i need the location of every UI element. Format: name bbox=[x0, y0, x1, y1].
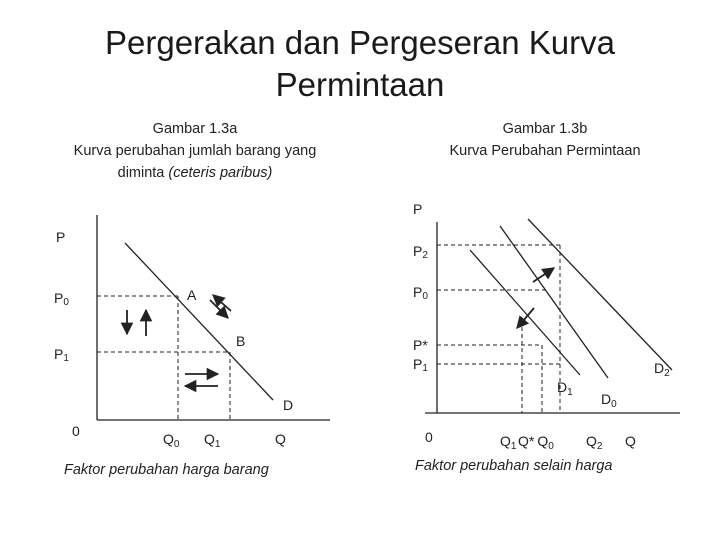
figure-b-curve-d1 bbox=[470, 250, 580, 375]
figure-b-d2-label: $D_2$ bbox=[654, 360, 670, 379]
figure-a-footer: Faktor perubahan harga barang bbox=[64, 462, 269, 478]
figure-b-p2-label: P2 bbox=[413, 243, 428, 261]
figure-a-demand-curve bbox=[125, 243, 273, 400]
arrow-up-right-icon bbox=[533, 268, 554, 282]
figure-a-q0-label: $Q_0$ bbox=[163, 431, 180, 450]
figure-b-p1-label: P1 bbox=[413, 356, 428, 374]
title-line-1: Pergerakan dan Pergeseran Kurva bbox=[105, 24, 615, 61]
caption-a-figure-number: Gambar 1.3a bbox=[152, 121, 238, 137]
figure-b-x-axis-label: Q bbox=[625, 433, 636, 449]
caption-a-plain: diminta bbox=[117, 165, 169, 181]
figure-b-q1-label: $Q_1$ bbox=[500, 433, 517, 452]
figure-a-p0-label: P0 bbox=[54, 290, 69, 308]
arrow-down-right-icon bbox=[210, 300, 228, 318]
figure-b-qstar-label: Q* $Q_0$ bbox=[518, 433, 554, 452]
caption-a-line-2: Kurva perubahan jumlah barang yang bbox=[73, 143, 317, 159]
figure-b-pstar-label: P* bbox=[413, 337, 428, 353]
figure-a-x-axis-label: Q bbox=[275, 431, 286, 447]
figure-a-curve-label: D bbox=[283, 397, 294, 413]
arrow-up-left-icon bbox=[213, 295, 231, 311]
figure-b-curve-d2 bbox=[528, 219, 672, 370]
caption-b-line-2: Kurva Perubahan Permintaan bbox=[449, 143, 641, 159]
figure-b bbox=[413, 201, 680, 474]
title-line-2: Permintaan bbox=[275, 66, 445, 103]
figure-b-d1-label: $D_1$ bbox=[557, 379, 573, 398]
caption-a-italic: (ceteris paribus) bbox=[168, 165, 273, 181]
figure-b-p0-label: P0 bbox=[413, 284, 428, 302]
figure-b-y-axis-label: P bbox=[413, 201, 423, 217]
arrow-down-left-icon bbox=[517, 308, 534, 328]
figure-a-point-b-label: B bbox=[236, 333, 246, 349]
figure-a bbox=[54, 215, 330, 478]
figure-b-origin-label: 0 bbox=[425, 429, 433, 445]
figure-a-p1-label: P1 bbox=[54, 346, 69, 364]
figure-a-y-axis-label: P bbox=[56, 229, 66, 245]
figure-b-footer: Faktor perubahan selain harga bbox=[415, 458, 613, 474]
figure-b-d0-label: $D_0$ bbox=[601, 391, 617, 410]
figure-a-q1-label: $Q_1$ bbox=[204, 431, 221, 450]
figure-b-q2-label: $Q_2$ bbox=[586, 433, 603, 452]
caption-b-figure-number: Gambar 1.3b bbox=[502, 121, 588, 137]
figure-a-origin-label: 0 bbox=[72, 423, 80, 439]
figure-a-point-a-label: A bbox=[187, 287, 197, 303]
